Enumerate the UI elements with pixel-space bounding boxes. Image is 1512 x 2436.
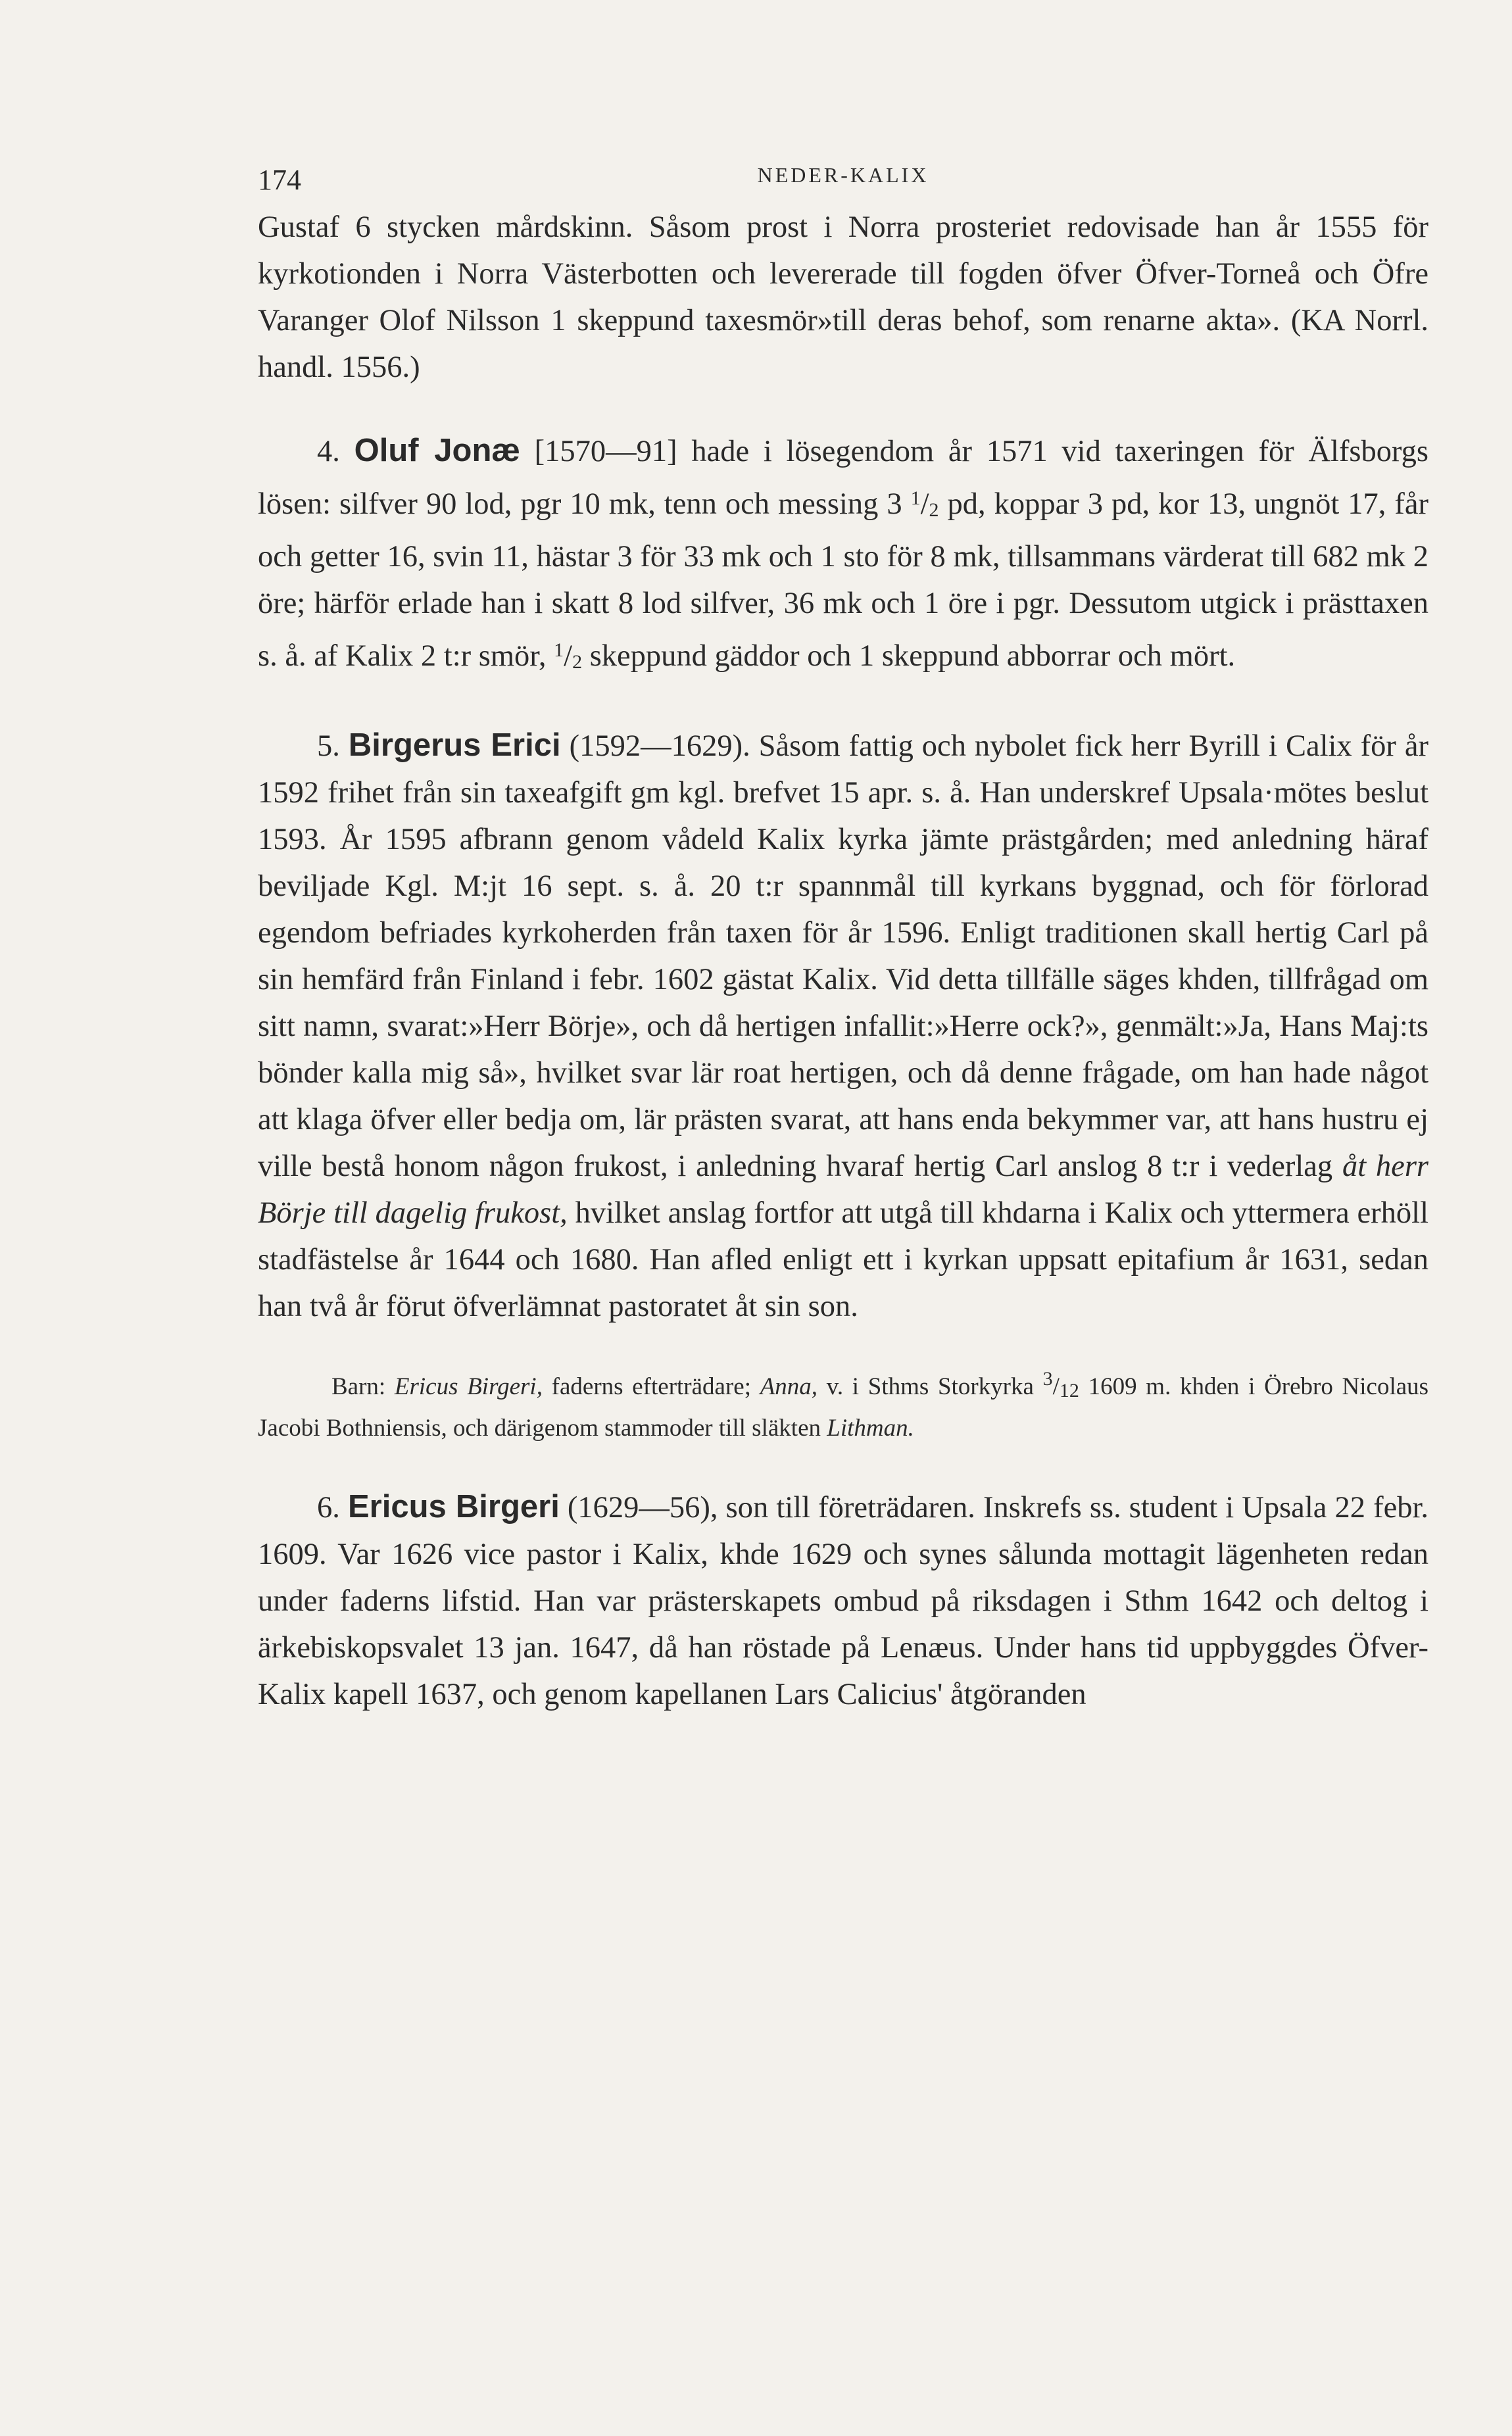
note-text: v. i Sthms Storkyrka (826, 1373, 1034, 1400)
fraction-denominator: 2 (929, 499, 939, 521)
paragraph-intro: Gustaf 6 stycken mårdskinn. Såsom prost i Norra prosteriet redovisade han år 1555 för kyrkotionden i Norra Västerbotten och levererade till fogden öfver Öfver-Torneå och Öfre Varanger Olof Nilsson 1 skeppund taxesmör»till deras behof, som renarne akta». (KA Norrl. handl. 1556.) (258, 210, 1428, 384)
fraction-denominator: 12 (1059, 1380, 1079, 1401)
running-head: NEDER-KALIX (757, 163, 929, 187)
page (258, 145, 1428, 1718)
section-text: (1629—56), son till företrädaren. Inskrefs ss. student i Upsala 22 febr. 1609. Var 1626 vice pastor i Kalix, khde 1629 och synes sålunda mottagit lägenheten redan under faderns lifstid. Han var prästerskapets ombud på riksdagen i Sthm 1642 och deltog i ärkebiskopsvalet 13 jan. 1647, då han röstade på Lenæus. Under hans tid uppbyggdes Öfver-Kalix kapell 1637, och genom kapellanen Lars Calicius' åtgöranden (258, 1491, 1428, 1711)
section-number: 5. (317, 729, 340, 763)
page-number: 174 (258, 164, 301, 196)
section-name: Oluf Jonæ (354, 433, 520, 468)
section-text: (1592—1629). Såsom fattig och nybolet fick herr Byrill i Calix för år 1592 frihet från sin taxeafgift gm kgl. brefvet 15 apr. s. å. Han underskref Upsala·mötes beslut 1593. År 1595 afbrann genom vådeld Kalix kyrka jämte prästgården; med anledning häraf beviljade Kgl. M:jt 16 sept. s. å. 20 t:r spannmål till kyrkans byggnad, och för förlorad egendom befriades kyrkoherden från taxen för år 1596. Enligt traditionen skall hertig Carl på sin hemfärd från Finland i febr. 1602 gästat Kalix. Vid detta tillfälle säges khden, tillfrågad om sitt namn, svarat:»Herr Börje», och då hertigen infallit:»Herre ock?», genmält:»Ja, Hans Maj:ts bönder kalla mig så», hvilket svar lär roat hertigen, och då denne frågade, om han hade något att klaga öfver eller bedja om, lär prästen svarat, att hans enda bekymmer var, att hans hustru ej ville bestå honom någon frukost, i anledning hvaraf hertig Carl anslog 8 t:r i vederlag (258, 729, 1429, 1183)
note-name: Anna, (760, 1373, 818, 1400)
section-text: skeppund gäddor och 1 skeppund abborrar och mört. (589, 639, 1236, 673)
note-name: Ericus Birgeri, (394, 1373, 543, 1400)
note-lead: Barn: (331, 1373, 386, 1400)
italic-quote: åt herr Börje till dagelig frukost, (258, 1150, 1429, 1230)
section-name: Ericus Birgeri (347, 1489, 560, 1524)
section-5 (258, 722, 1428, 1330)
fraction-denominator: 2 (572, 651, 583, 673)
section-text: hvilket anslag fortfor att utgå till khdarna i Kalix och yttermera erhöll stadfästelse år 1644 och 1680. Han afled enligt ett i kyrkan uppsatt epitafium år 1631, sedan han två år förut öfverlämnat pastoratet åt sin son. (258, 1196, 1429, 1323)
section-4: 4. Oluf Jonæ [1570—91] hade i lösegendom år 1571 vid taxeringen för Älfsborgs lösen: silfver 90 lod, pgr 10 mk, tenn och messing 3 $^1$/2 pd, koppar 3 pd, kor 13, ungnöt 17, får och getter 16, svin 11, hästar 3 för 33 mk och 1 sto för 8 mk, tillsammans värderat till 682 mk 2 öre; härför erlade han i skatt 8 lod silfver, 36 mk och 1 öre i pgr. Dessutom utgick i prästtaxen s. å. af Kalix 2 t:r smör, $^1$/2 skeppund gäddor och 1 skeppund abborrar och mört. (258, 433, 1429, 673)
section-6 (258, 1484, 1428, 1718)
note-text: 1609 m. khden i Örebro Nicolaus Jacobi Bothniensis, och därigenom stammoder till släkten (258, 1373, 1429, 1442)
section-text: [1570—91] hade i lösegendom år 1571 vid taxeringen för Älfsborgs lösen: silfver 90 lod, pgr 10 mk, tenn och messing 3 (258, 435, 1429, 521)
fraction-numerator: 1 (910, 487, 921, 509)
note-text: faderns efterträdare; (551, 1373, 751, 1400)
fraction-numerator: 3 (1042, 1368, 1053, 1390)
footnote-children: Barn: Ericus Birgeri, faderns efterträdare; Anna, v. i Sthms Storkyrka $^3$/12 1609 m. khden i Örebro Nicolaus Jacobi Bothniensis, och därigenom stammoder till släkten Lithman. (258, 1368, 1429, 1442)
section-number: 4. (317, 435, 340, 468)
section-name: Birgerus Erici (348, 727, 561, 763)
page-header (258, 145, 1428, 204)
section-number: 6. (317, 1491, 340, 1524)
note-name: Lithman. (827, 1415, 914, 1442)
fraction-numerator: 1 (554, 639, 564, 661)
section-text: pd, koppar 3 pd, kor 13, ungnöt 17, får och getter 16, svin 11, hästar 3 för 33 mk och 1 sto för 8 mk, tillsammans värderat till 682 mk 2 öre; härför erlade han i skatt 8 lod silfver, 36 mk och 1 öre i pgr. Dessutom utgick i prästtaxen s. å. af Kalix 2 t:r smör, (258, 487, 1429, 673)
